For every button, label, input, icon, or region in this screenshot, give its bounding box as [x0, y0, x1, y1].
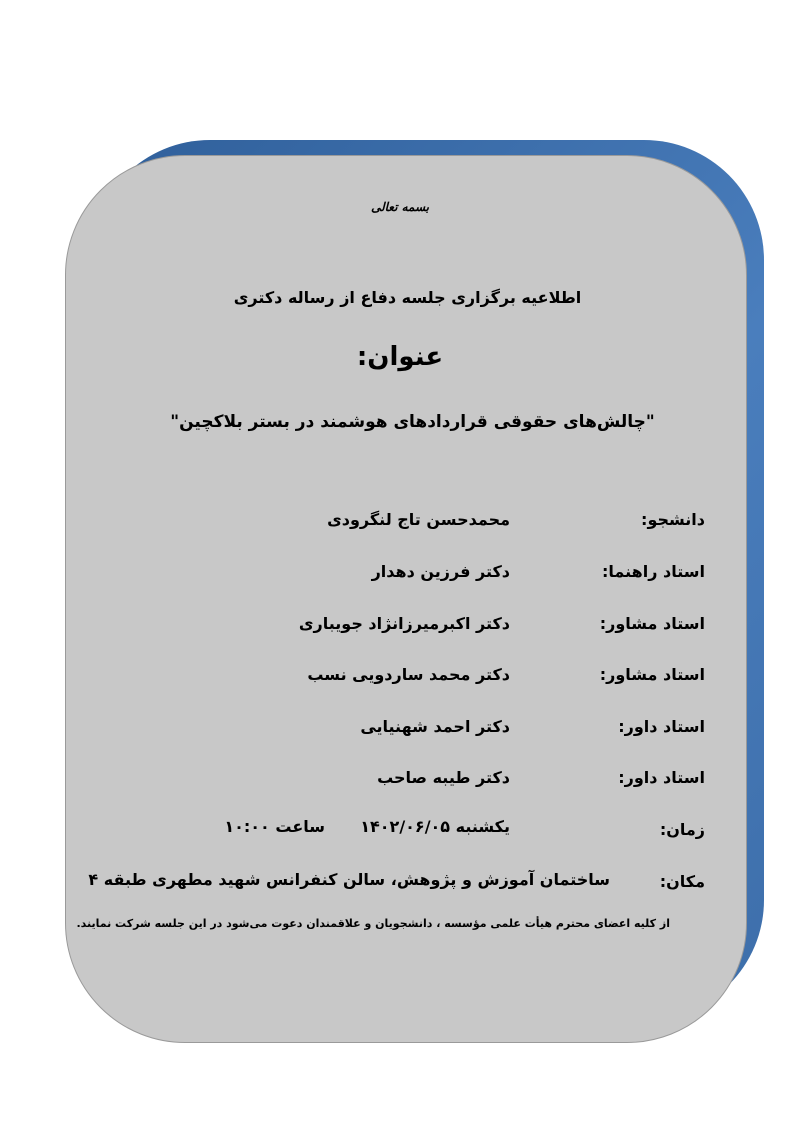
supervisor-name: دکتر فرزین دهدار — [371, 562, 510, 581]
session-hour: ساعت ۱۰:۰۰ — [224, 817, 325, 836]
advisor-1-name: دکتر اکبرمیرزانژاد جویباری — [298, 614, 510, 633]
basmala-heading: بسمه تعالی — [370, 200, 430, 214]
student-label: دانشجو: — [641, 510, 705, 529]
referee-2-label: استاد داور: — [618, 768, 705, 787]
notice-title: اطلاعیه برگزاری جلسه دفاع از رساله دکتری — [233, 288, 582, 307]
referee-1-name: دکتر احمد شهنیایی — [360, 717, 510, 736]
advisor-2-label: استاد مشاور: — [599, 665, 705, 684]
advisor-2-name: دکتر محمد ساردویی نسب — [307, 665, 510, 684]
title-label: عنوان: — [356, 342, 444, 372]
thesis-title: "چالش‌های حقوقی قراردادهای هوشمند در بستر بلاکچین" — [170, 412, 655, 432]
session-date: یکشنبه ۱۴۰۲/۰۶/۰۵ — [360, 817, 510, 836]
place-value: ساختمان آموزش و پژوهش، سالن کنفرانس شهید مطهری طبقه ۴ — [88, 870, 610, 889]
student-name: محمدحسن تاج لنگرودی — [327, 510, 510, 529]
invitation-text: از کلیه اعضای محترم هیأت علمی مؤسسه ، دانشجویان و علاقمندان دعوت می‌شود در این جلسه شرکت نمایند. — [76, 917, 670, 930]
advisor-1-label: استاد مشاور: — [599, 614, 705, 633]
supervisor-label: استاد راهنما: — [602, 562, 705, 581]
place-label: مکان: — [659, 872, 705, 891]
referee-1-label: استاد داور: — [618, 717, 705, 736]
time-label: زمان: — [659, 820, 705, 839]
referee-2-name: دکتر طیبه صاحب — [377, 768, 510, 787]
